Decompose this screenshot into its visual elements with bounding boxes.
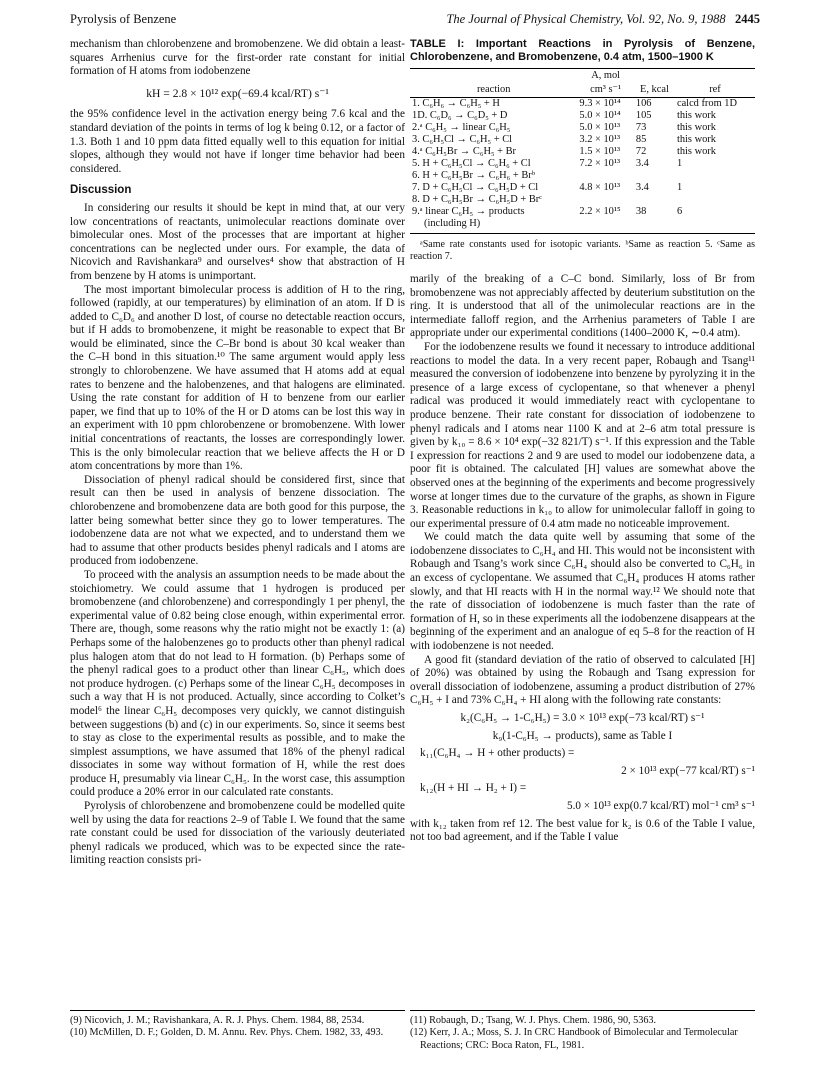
table-row: 9.ᵃ linear C₆H₅ → products 2.2 × 10¹⁵ 38 6 <box>412 206 683 217</box>
equation-k12-lhs: k₁₂(H + HI → H₂ + I) = <box>420 782 527 795</box>
table-notes: ᵃSame rate constants used for isotopic variants. ᵇSame as reaction 5. ᶜSame as reaction 7. <box>410 239 755 262</box>
table-row: 6. H + C₆H₅Br → C₆H₆ + Brᵇ <box>412 170 535 181</box>
equation-k9: k₉(1-C₆H₅ → products), same as Table I <box>492 729 673 742</box>
right-paragraph-2: For the iodobenzene results we found it necessary to introduce additional reactions to model the data. In a very recent paper, Robaugh and Tsang¹¹ measured the conversion of iodobenzene into benzene by pyrolyzing it in the presence of a large excess of cyclopentane, so that whenever a phenyl radical was produced it would immediately react with cyclopentane to produce benzene. Their rate constant for dissociation of iodobenzene to phenyl radicals and I atoms near 1100 K and at 2–6 atm total pressure is given by k₁₀ = 8.6 × 10⁴ exp(−32 821/T) s⁻¹. If this expression and the Table I expression for reactions 2 and 9 are used to model our iodobenzene data, a poor fit is obtained. The calculated [H] values are somewhat above the observed ones at the beginning of the experiments and become progressively worse at longer times due to the curvature of the graphs, as shown in Figure 3. Reasonable reductions in k₁₀ to allow for unimolecular falloff in going to our experimental pressure of 0.4 atm made no noticeable improvement. <box>410 340 755 530</box>
table-header-a-unit1: A, mol <box>577 69 633 84</box>
table-header-a-unit2: cm³ s⁻¹ <box>577 83 633 98</box>
table-title: TABLE I: Important Reactions in Pyrolysis of Benzene, Chlorobenzene, and Bromobenzene, 0.4 atm, 1500–1900 K <box>410 38 755 63</box>
table-row: 8. D + C₆H₅Br → C₆H₅D + Brᶜ <box>412 194 542 205</box>
footnote-11: (11) Robaugh, D.; Tsang, W. J. Phys. Chem. 1986, 90, 5363. <box>410 1015 657 1026</box>
intro-paragraph: mechanism than chlorobenzene and bromobenzene. We did obtain a least-squares Arrhenius curve for the first-order rate constant for initial formation of H atoms from iodobenzene <box>70 38 405 78</box>
running-head-title: Pyrolysis of Benzene <box>70 12 177 26</box>
table-header-ref: ref <box>675 83 755 98</box>
footnote-12: (12) Kerr, J. A.; Moss, S. J. In CRC Handbook of Bimolecular and Termolecular Reactions; CRC: Boca Raton, FL, 1981. <box>410 1027 738 1051</box>
running-head-journal: The Journal of Physical Chemistry, Vol. 92, No. 9, 1988 2445 <box>446 12 760 26</box>
table-row: 2.ᵃ C₆H₅ → linear C₆H₅ 5.0 × 10¹³ 73 this work <box>412 122 716 133</box>
equation-kh: kH = 2.8 × 10¹² exp(−69.4 kcal/RT) s⁻¹ <box>146 86 329 100</box>
equation-k2: k₂(C₆H₅ → 1-C₆H₅) = 3.0 × 10¹³ exp(−73 kcal/RT) s⁻¹ <box>460 712 705 724</box>
footnote-9: (9) Nicovich, J. M.; Ravishankara, A. R. J. Phys. Chem. 1984, 88, 2534. <box>70 1015 365 1026</box>
table-row: 4.ᵃ C₆H₅Br → C₆H₅ + Br 1.5 × 10¹³ 72 this work <box>412 146 716 157</box>
section-heading-discussion: Discussion <box>70 184 132 197</box>
table-header-e: E, kcal <box>634 83 675 98</box>
footnote-10: (10) McMillen, D. F.; Golden, D. M. Annu. Rev. Phys. Chem. 1982, 33, 493. <box>70 1027 384 1039</box>
table-row: (including H) <box>410 218 755 234</box>
right-paragraph-3: We could match the data quite well by assuming that some of the iodobenzene dissociates to C₆H₄ and HI. This would not be inconsistent with Robaugh and Tsang’s work since C₆H₄ should also be converted to C₆H₆ in an excess of cyclopentane. We assumed that C₆H₄ produces H atoms rather slowly, and that HI reacts with H in the normal way.¹² We should note that the rate of dissociation of iodobenzene is much faster than the rate of formation of H, so in these experiments all the iodobenzene disappears at the beginning of the experiment and an analogue of eq 5–8 for the reaction of H with iodobenzene is not needed. <box>410 531 755 653</box>
equation-k11-lhs: k₁₁(C₆H₄ → H + other products) = <box>420 747 575 760</box>
footnote-rule <box>70 1010 405 1011</box>
table-header-reaction: reaction <box>410 83 577 98</box>
equation-k12-rhs: 5.0 × 10¹³ exp(0.7 kcal/RT) mol⁻¹ cm³ s⁻¹ <box>566 799 755 812</box>
table-row: 7. D + C₆H₅Cl → C₆H₅D + Cl 4.8 × 10¹³ 3.4 1 <box>412 182 683 193</box>
after-equation-paragraph: the 95% confidence level in the activation energy being 7.6 kcal and the standard deviation of the points in terms of log k being 0.12, or a factor of 1.3. Both 1 and 10 ppm data fitted equally well to this equation for initial slopes, although they would not have if longer time behavior had been considered. <box>70 108 405 175</box>
table-row: 1. C₆H₆ → C₆H₅ + H 9.3 × 10¹⁴ 106 calcd from 1D <box>412 98 737 109</box>
discussion-paragraph-1: In considering our results it should be kept in mind that, at our very low concentrations of reactants, unimolecular reactions dominate over bimolecular ones. Most of the processes that are important at higher concentrations can be neglected under ours. For example, the data of Nicovich and Ravishankara⁹ and ourselves⁴ show that abstraction of H from benzene by H atoms is unimportant. <box>70 201 405 282</box>
footnote-rule <box>410 1010 755 1011</box>
discussion-paragraph-3: Dissociation of phenyl radical should be considered first, since that result can then be used in analysis of benzene dissociation. The chlorobenzene and bromobenzene data are both good for this purpose, the latter being somewhat better since they go to lower temperatures. The iodobenzene data are not what we expected, and to understand them we had to assume that other products besides phenyl radicals and I atoms are produced from iodobenzene. <box>70 473 405 568</box>
right-paragraph-4: A good fit (standard deviation of the ratio of observed to calculated [H] of 20%) was obtained by using the Robaugh and Tsang expression for overall dissociation of iodobenzene, assuming a product distribution of 27% C₆H₅ + I and 73% C₆H₄ + HI along with the following rate constants: <box>410 653 755 707</box>
reactions-table <box>410 68 755 234</box>
right-column <box>410 38 755 845</box>
table-row: 3. C₆H₅Cl → C₆H₅ + Cl 3.2 × 10¹³ 85 this work <box>412 134 716 145</box>
footnotes-left <box>70 1010 405 1040</box>
discussion-paragraph-2: The most important bimolecular process is addition of H to the ring, followed (rapidly, at our temperatures) by elimination of an atom. If D is added to C₆D₆ and another D lost, of course no detectable reaction occurs, but if H adds to bromobenzene, it might be reasonable to expect that Br would be eliminated, since the C–Br bond is about 30 kcal weaker than the C–H bond in this situation.¹⁰ The same argument would apply less strongly to chlorobenzene. We have assumed that H atoms add at equal rates to benzene and the halobenzenes, and that halogens are eliminated. Using the rate constant for addition of H to benzene from our earlier paper, we find that up to 10% of the H or D atoms can be lost this way in an experiment with 10 ppm chlorobenzene or bromobenzene. With lower initial concentrations of reactants, the losses are correspondingly lower. This is the only bimolecular reaction that we believe affects the H or D atom concentrations by more than 1%. <box>70 283 405 473</box>
footnotes-right <box>410 1010 755 1052</box>
equation-k11-rhs: 2 × 10¹³ exp(−77 kcal/RT) s⁻¹ <box>621 764 755 777</box>
running-head <box>70 12 760 30</box>
right-paragraph-1: marily of the breaking of a C–C bond. Similarly, loss of Br from bromobenzene was not appreciably affected by deuterium substitution on the ring. It is understood that all of the unimolecular reactions are in the intermediate falloff region, and the Arrhenius parameters of Table I are appropriate under our experimental conditions (1400–2000 K, ∼0.4 atm). <box>410 273 755 340</box>
page-number: 2445 <box>735 12 760 26</box>
table-row: 5. H + C₆H₅Cl → C₆H₆ + Cl 7.2 × 10¹³ 3.4 1 <box>412 158 683 169</box>
left-column <box>70 38 405 868</box>
table-row: 1D. C₆D₆ → C₆D₅ + D 5.0 × 10¹⁴ 105 this work <box>412 110 716 121</box>
discussion-paragraph-4: To proceed with the analysis an assumption needs to be made about the stoichiometry. We could assume that 1 hydrogen is produced per bromobenzene (and chlorobenzene) and correspondingly 1 per phenyl, the experimental value of 0.82 being close enough, within experimental error. There are, though, some reasons why the ratio might not be exactly 1: (a) Perhaps some of the halobenzenes go to products other than phenyl radical plus halogen atom that do not lead to H formation. (b) Perhaps some of the phenyl radical goes to a product other than linear C₆H₅, which does not produce hydrogen. (c) Perhaps some of the linear C₆H₅ decomposes in such a way that H is not produced. Actually, since according to Colket’s model⁶ the linear C₆H₅ decomposes very quickly, we cannot distinguish between suggestions (b) and (c) in our experiments. So, since it seems best to stay as close to the experimental results as possible, and to make the simplest assumptions, we have assumed that 18% of the phenyl radical dissociates in some way without formation of H, while the rest does produce H, presumably via linear C₆H₅. In the worst case, this assumption could produce a 20% error in our calculated rate constants. <box>70 568 405 799</box>
discussion-paragraph-5: Pyrolysis of chlorobenzene and bromobenzene could be modelled quite well by using the data for reactions 2–9 of Table I. We found that the same rate constant could be used for dissociation of the variously deuteriated phenyl radicals we produced, which was to be expected since the rate-limiting reaction consists pri- <box>70 800 405 867</box>
closing-paragraph: with k₁₂ taken from ref 12. The best value for k₂ is 0.6 of the Table I value, not too bad agreement, and if the Table I value <box>410 817 755 844</box>
